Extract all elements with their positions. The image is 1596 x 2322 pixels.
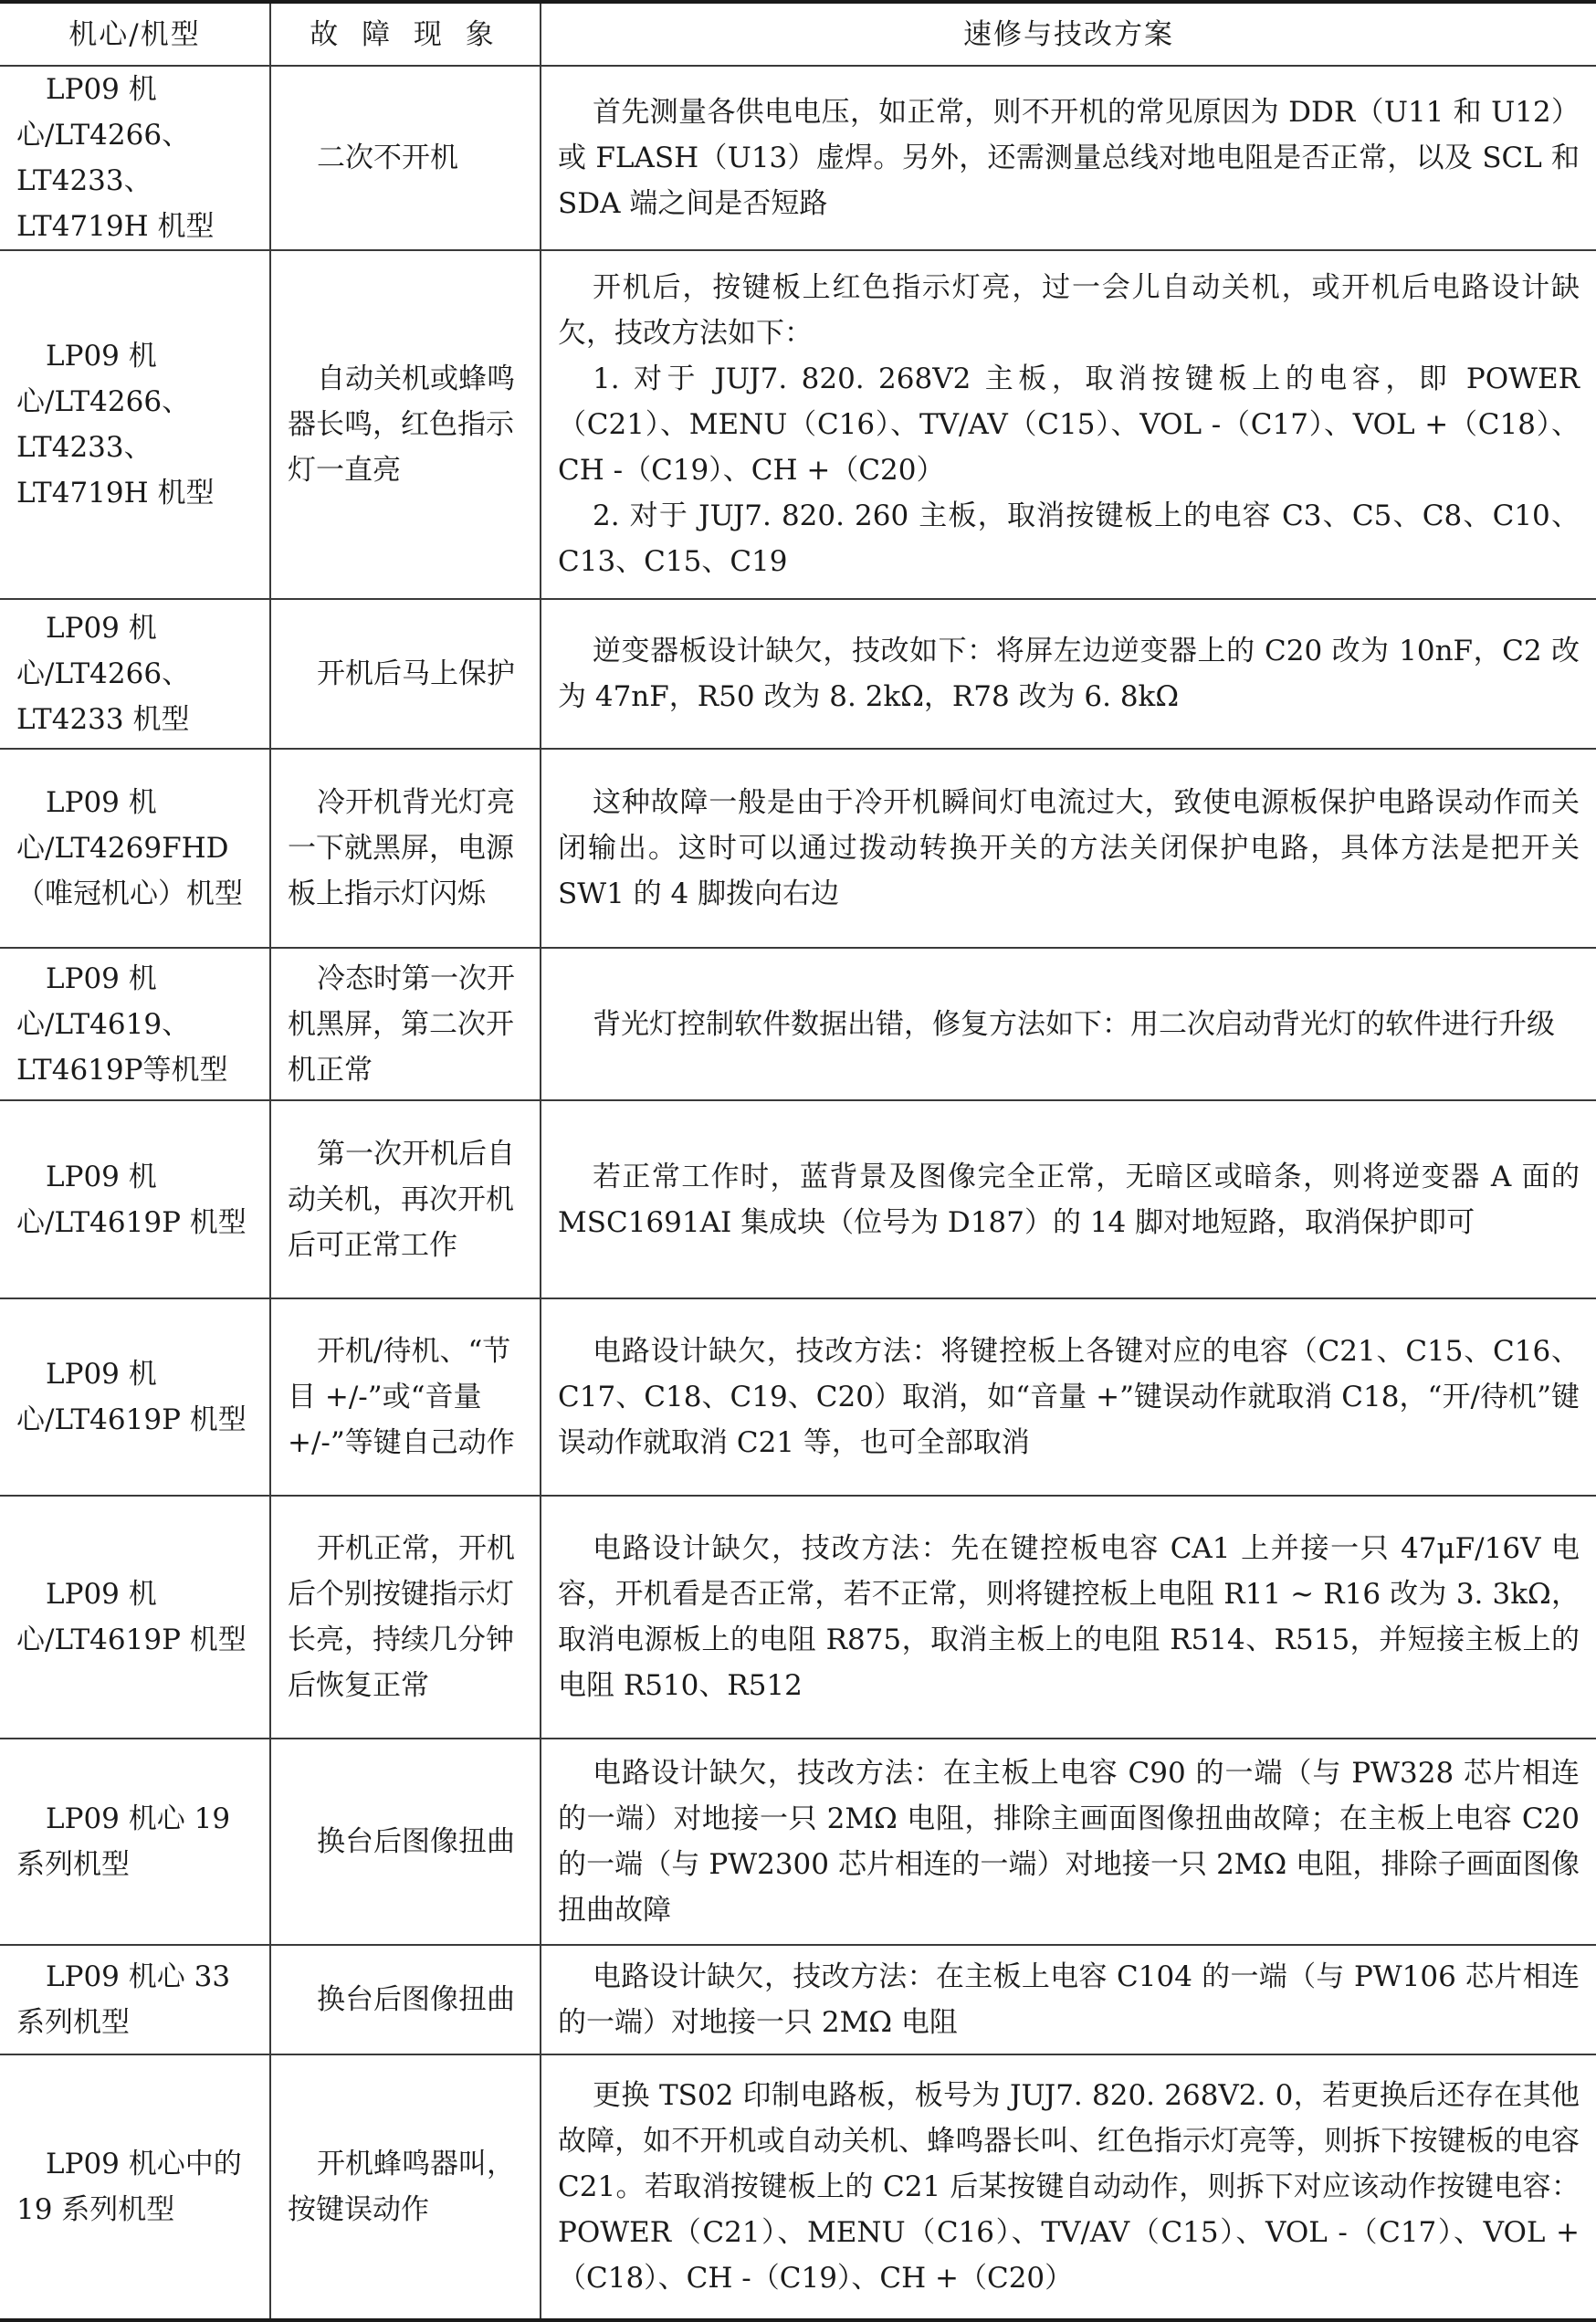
- model-cell: LP09 机心/LT4266、LT4233、LT4719H 机型: [0, 66, 270, 250]
- solution-cell: [541, 948, 1596, 1100]
- table-row: [0, 1100, 1596, 1298]
- model-cell: LP09 机心/LT4619、LT4619P等机型: [0, 948, 270, 1100]
- model-cell: LP09 机心/LT4619P 机型: [0, 1496, 270, 1739]
- model-cell: LP09 机心/LT4619P 机型: [0, 1100, 270, 1298]
- solution-cell: [541, 1100, 1596, 1298]
- solution-cell: [541, 1739, 1596, 1945]
- solution-paragraph: 电路设计缺欠，技改方法：将键控板上各键对应的电容（C21、C15、C16、C17、C18、C19、C20）取消，如“音量 +”键误动作就取消 C18，“开/待机”键误动作就取消 C21 等，也可全部取消: [558, 1335, 1580, 1459]
- solution-paragraph: 2. 对于 JUJ7. 820. 260 主板，取消按键板上的电容 C3、C5、C8、C10、C13、C15、C19: [558, 499, 1580, 578]
- table-row: [0, 1496, 1596, 1739]
- symptom-cell: 冷开机背光灯亮一下就黑屏，电源板上指示灯闪烁: [270, 749, 541, 948]
- table-row: [0, 250, 1596, 599]
- table-row: [0, 1298, 1596, 1496]
- symptom-cell: 第一次开机后自动关机，再次开机后可正常工作: [270, 1100, 541, 1298]
- symptom-cell: 开机蜂鸣器叫，按键误动作: [270, 2054, 541, 2320]
- solution-cell: [541, 1945, 1596, 2054]
- solution-paragraph: 电路设计缺欠，技改方法：先在键控板电容 CA1 上并接一只 47μF/16V 电容，开机看是否正常，若不正常，则将键控板上电阻 R11 ~ R16 改为 3. 3kΩ，取消电源板上的电阻 R875，取消主板上的电阻 R514、R515，并短接主板上的电阻 R510、R512: [558, 1532, 1580, 1702]
- symptom-cell: 换台后图像扭曲: [270, 1945, 541, 2054]
- solution-cell: [541, 1496, 1596, 1739]
- solution-cell: [541, 250, 1596, 599]
- table-row: [0, 2054, 1596, 2320]
- symptom-cell: 开机后马上保护: [270, 599, 541, 749]
- solution-paragraph: 逆变器板设计缺欠，技改如下：将屏左边逆变器上的 C20 改为 10nF，C2 改为 47nF，R50 改为 8. 2kΩ，R78 改为 6. 8kΩ: [558, 635, 1580, 713]
- model-cell: LP09 机心/LT4266、 LT4233 机型: [0, 599, 270, 749]
- symptom-cell: 开机正常，开机后个别按键指示灯长亮，持续几分钟后恢复正常: [270, 1496, 541, 1739]
- model-cell: LP09 机心 33 系列机型: [0, 1945, 270, 2054]
- table-row: [0, 1945, 1596, 2054]
- header-model: 机心/机型: [0, 2, 270, 66]
- header-symptom: 故 障 现 象: [270, 2, 541, 66]
- symptom-cell: 二次不开机: [270, 66, 541, 250]
- solution-paragraph: 1. 对于 JUJ7. 820. 268V2 主板，取消按键板上的电容，即 POWER（C21）、MENU（C16）、TV/AV（C15）、VOL -（C17）、VOL +（C18）、CH -（C19）、CH +（C20）: [558, 362, 1580, 487]
- table-row: [0, 749, 1596, 948]
- solution-cell: [541, 599, 1596, 749]
- solution-cell: [541, 749, 1596, 948]
- header-solution: 速修与技改方案: [541, 2, 1596, 66]
- symptom-cell: 开机/待机、“节目 +/-”或“音量 +/-”等键自己动作: [270, 1298, 541, 1496]
- solution-paragraph: 电路设计缺欠，技改方法：在主板上电容 C90 的一端（与 PW328 芯片相连的一端）对地接一只 2MΩ 电阻，排除主画面图像扭曲故障；在主板上电容 C20 的一端（与 PW2300 芯片相连的一端）对地接一只 2MΩ 电阻，排除子画面图像扭曲故障: [558, 1757, 1580, 1927]
- symptom-cell: 换台后图像扭曲: [270, 1739, 541, 1945]
- model-cell: LP09 机心中的 19 系列机型: [0, 2054, 270, 2320]
- model-cell: LP09 机心/LT4269FHD （唯冠机心）机型: [0, 749, 270, 948]
- model-cell: LP09 机心/LT4619P 机型: [0, 1298, 270, 1496]
- model-cell: LP09 机心/LT4266、LT4233、LT4719H 机型: [0, 250, 270, 599]
- table-row: [0, 1739, 1596, 1945]
- symptom-cell: 冷态时第一次开机黑屏，第二次开机正常: [270, 948, 541, 1100]
- solution-cell: [541, 1298, 1596, 1496]
- model-cell: LP09 机心 19 系列机型: [0, 1739, 270, 1945]
- solution-paragraph: 首先测量各供电电压，如正常，则不开机的常见原因为 DDR（U11 和 U12）或 FLASH（U13）虚焊。另外，还需测量总线对地电阻是否正常，以及 SCL 和 SDA 端之间是否短路: [558, 96, 1580, 220]
- solution-paragraph: 电路设计缺欠，技改方法：在主板上电容 C104 的一端（与 PW106 芯片相连的一端）对地接一只 2MΩ 电阻: [558, 1960, 1580, 2039]
- solution-cell: [541, 66, 1596, 250]
- table-row: [0, 599, 1596, 749]
- table-row: [0, 66, 1596, 250]
- solution-paragraph: 更换 TS02 印制电路板，板号为 JUJ7. 820. 268V2. 0，若更换后还存在其他故障，如不开机或自动关机、蜂鸣器长叫、红色指示灯亮等，则拆下按键板的电容 C21。若取消按键板上的 C21 后某按键自动动作，则拆下对应该动作按键电容：POWER（C21）、MENU（C16）、TV/AV（C15）、VOL -（C17）、VOL +（C18）、CH -（C19）、CH +（C20）: [558, 2079, 1580, 2295]
- solution-paragraph: 背光灯控制软件数据出错，修复方法如下：用二次启动背光灯的软件进行升级: [593, 1007, 1555, 1041]
- solution-cell: [541, 2054, 1596, 2320]
- solution-paragraph: 开机后，按键板上红色指示灯亮，过一会儿自动关机，或开机后电路设计缺欠，技改方法如下：: [558, 271, 1580, 350]
- solution-paragraph: 若正常工作时，蓝背景及图像完全正常，无暗区或暗条，则将逆变器 A 面的 MSC1691AI 集成块（位号为 D187）的 14 脚对地短路，取消保护即可: [558, 1160, 1580, 1239]
- header-row: [0, 2, 1596, 66]
- solution-paragraph: 这种故障一般是由于冷开机瞬间灯电流过大，致使电源板保护电路误动作而关闭输出。这时可以通过拨动转换开关的方法关闭保护电路，具体方法是把开关 SW1 的 4 脚拨向右边: [558, 786, 1580, 910]
- symptom-cell: 自动关机或蜂鸣器长鸣，红色指示灯一直亮: [270, 250, 541, 599]
- table-row: [0, 948, 1596, 1100]
